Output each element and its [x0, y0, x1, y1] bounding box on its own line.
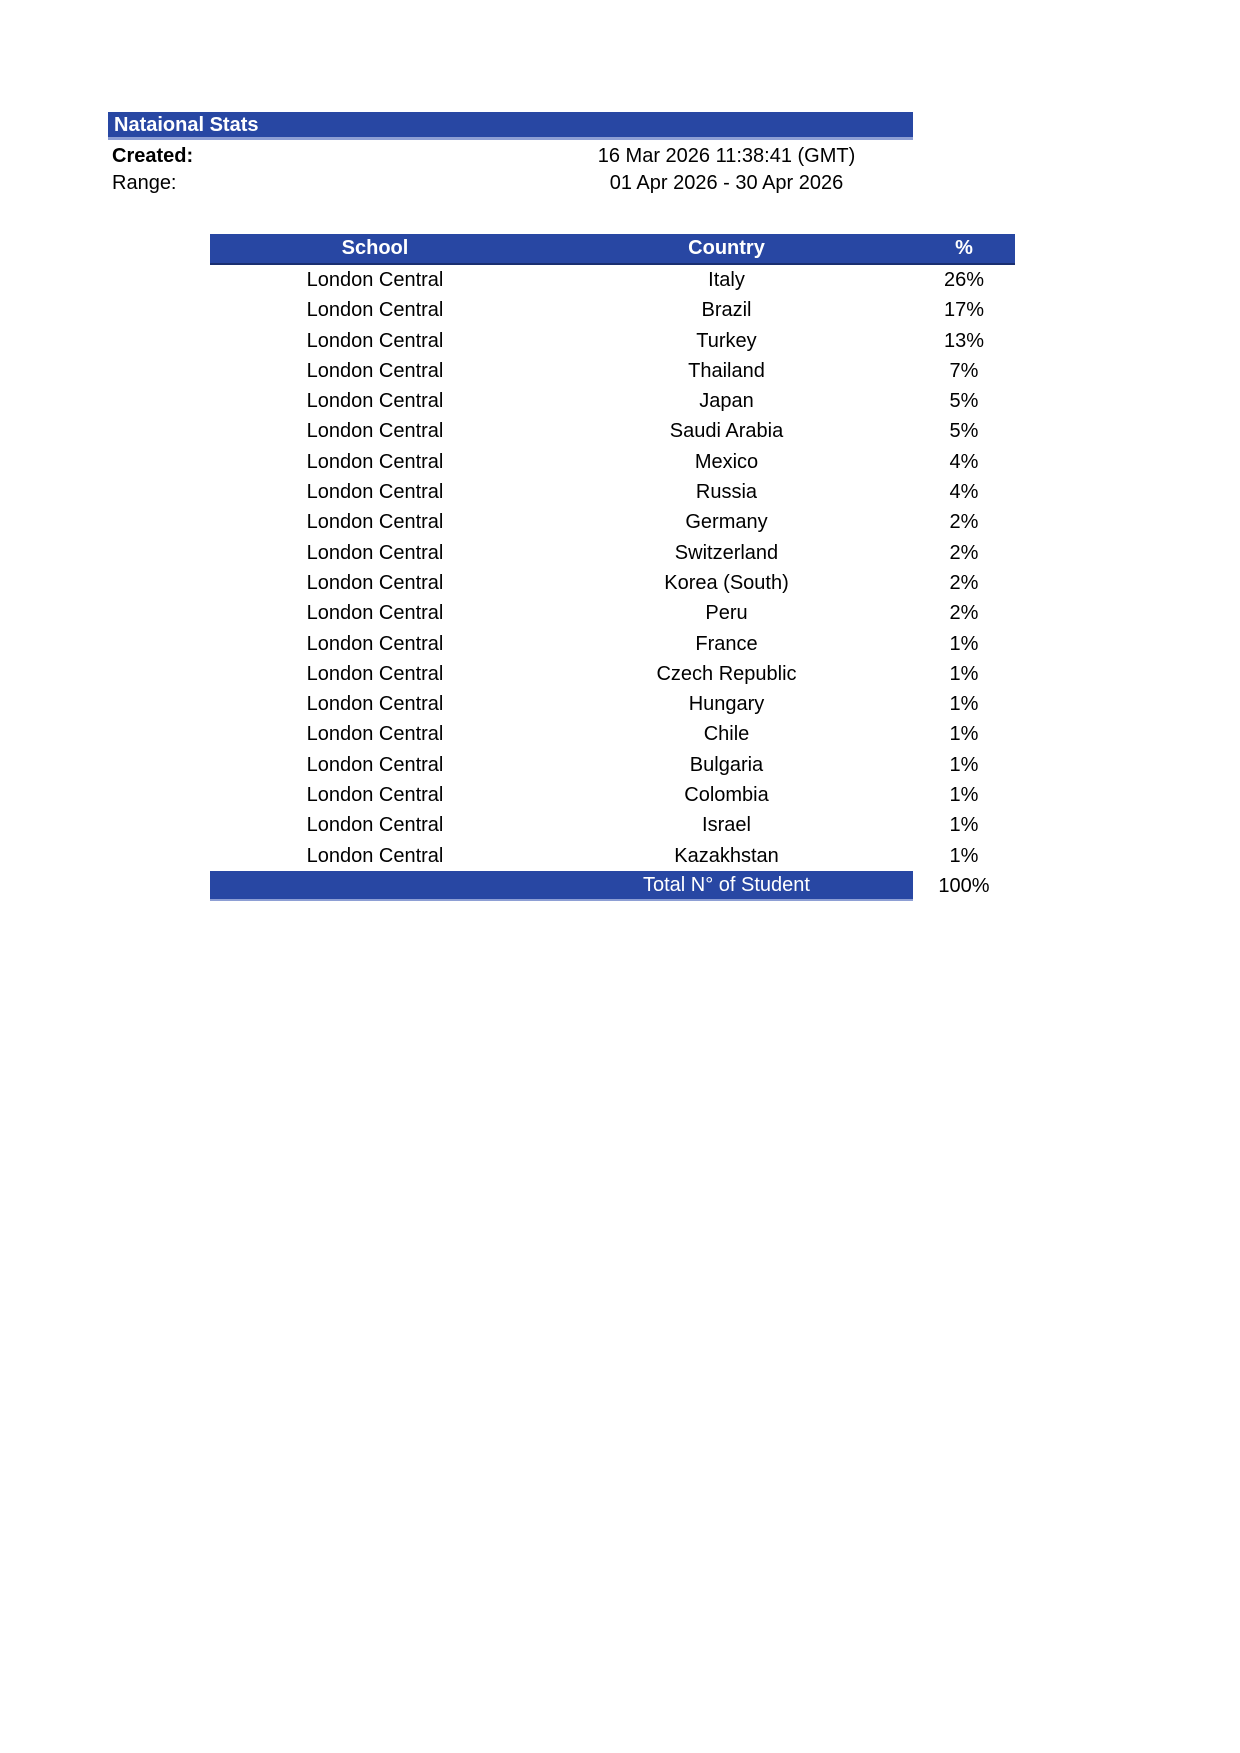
- cell-school: London Central: [306, 753, 444, 776]
- table-row: [210, 265, 1015, 295]
- table-row: [210, 750, 1015, 780]
- cell-school: London Central: [306, 784, 444, 807]
- cell-school: London Central: [306, 269, 444, 291]
- table-row: [210, 326, 1015, 356]
- table-row: [210, 598, 1015, 628]
- cell-percent: 1%: [949, 723, 979, 746]
- table-footer-row: [210, 871, 1015, 901]
- cell-school: London Central: [306, 632, 444, 655]
- table-row: [210, 447, 1015, 477]
- table-body: [210, 265, 1015, 871]
- cell-percent: 26%: [943, 269, 985, 291]
- cell-percent: 7%: [949, 359, 979, 382]
- cell-school: London Central: [306, 571, 444, 594]
- column-header-country: Country: [688, 237, 765, 259]
- cell-percent: 1%: [949, 662, 979, 685]
- cell-country: Germany: [685, 511, 768, 534]
- footer-total-label: Total N° of Student: [643, 873, 810, 896]
- table-row: [210, 810, 1015, 840]
- cell-percent: 4%: [949, 481, 979, 504]
- cell-country: Mexico: [694, 450, 759, 473]
- cell-country: Peru: [705, 602, 748, 625]
- table-row: [210, 507, 1015, 537]
- cell-percent: 1%: [949, 844, 979, 867]
- cell-percent: 2%: [949, 511, 979, 534]
- cell-percent: 17%: [943, 299, 985, 322]
- cell-country: Brazil: [701, 299, 752, 322]
- stats-table: [210, 234, 1015, 901]
- cell-school: London Central: [306, 511, 444, 534]
- table-row: [210, 356, 1015, 386]
- cell-percent: 5%: [949, 420, 979, 443]
- cell-school: London Central: [306, 662, 444, 685]
- cell-country: France: [695, 632, 758, 655]
- cell-school: London Central: [306, 481, 444, 504]
- cell-country: Kazakhstan: [674, 844, 779, 867]
- cell-percent: 1%: [949, 753, 979, 776]
- cell-percent: 2%: [949, 602, 979, 625]
- cell-country: Saudi Arabia: [669, 420, 784, 443]
- cell-school: London Central: [306, 359, 444, 382]
- table-row: [210, 568, 1015, 598]
- cell-percent: 13%: [943, 329, 985, 352]
- column-header-percent: %: [955, 237, 973, 259]
- cell-percent: 1%: [949, 784, 979, 807]
- cell-country: Japan: [699, 390, 754, 413]
- cell-country: Colombia: [684, 784, 769, 807]
- created-label: Created:: [112, 145, 194, 167]
- table-row: [210, 659, 1015, 689]
- table-row: [210, 477, 1015, 507]
- cell-school: London Central: [306, 299, 444, 322]
- cell-country: Korea (South): [664, 571, 789, 594]
- table-row: [210, 841, 1015, 871]
- cell-percent: 2%: [949, 571, 979, 594]
- cell-school: London Central: [306, 450, 444, 473]
- table-header-row: [210, 234, 1015, 265]
- cell-percent: 1%: [949, 814, 979, 837]
- cell-school: London Central: [306, 693, 444, 716]
- cell-country: Switzerland: [674, 541, 779, 564]
- created-value: 16 Mar 2026 11:38:41 (GMT): [597, 145, 856, 167]
- cell-country: Hungary: [688, 693, 765, 716]
- table-row: [210, 689, 1015, 719]
- cell-school: London Central: [306, 329, 444, 352]
- cell-country: Turkey: [696, 329, 757, 352]
- cell-country: Israel: [702, 814, 751, 837]
- cell-country: Italy: [708, 269, 745, 291]
- cell-country: Russia: [695, 481, 758, 504]
- range-value: 01 Apr 2026 - 30 Apr 2026: [609, 172, 844, 194]
- cell-percent: 5%: [949, 390, 979, 413]
- table-row: [210, 719, 1015, 749]
- cell-percent: 2%: [949, 541, 979, 564]
- cell-school: London Central: [306, 390, 444, 413]
- cell-country: Czech Republic: [656, 662, 797, 685]
- cell-school: London Central: [306, 541, 444, 564]
- column-header-school: School: [341, 237, 409, 259]
- cell-country: Bulgaria: [689, 753, 764, 776]
- table-row: [210, 386, 1015, 416]
- cell-percent: 1%: [949, 632, 979, 655]
- table-row: [210, 295, 1015, 325]
- table-row: [210, 780, 1015, 810]
- cell-school: London Central: [306, 723, 444, 746]
- footer-total-percent: 100%: [938, 874, 990, 897]
- cell-school: London Central: [306, 420, 444, 443]
- table-row: [210, 416, 1015, 446]
- range-label: Range:: [112, 172, 177, 194]
- cell-school: London Central: [306, 844, 444, 867]
- table-row: [210, 538, 1015, 568]
- cell-school: London Central: [306, 814, 444, 837]
- cell-percent: 1%: [949, 693, 979, 716]
- report-title-bar: Nataional Stats: [108, 112, 913, 140]
- cell-school: London Central: [306, 602, 444, 625]
- table-row: [210, 629, 1015, 659]
- cell-country: Thailand: [688, 359, 765, 382]
- cell-country: Chile: [703, 723, 750, 746]
- cell-percent: 4%: [949, 450, 979, 473]
